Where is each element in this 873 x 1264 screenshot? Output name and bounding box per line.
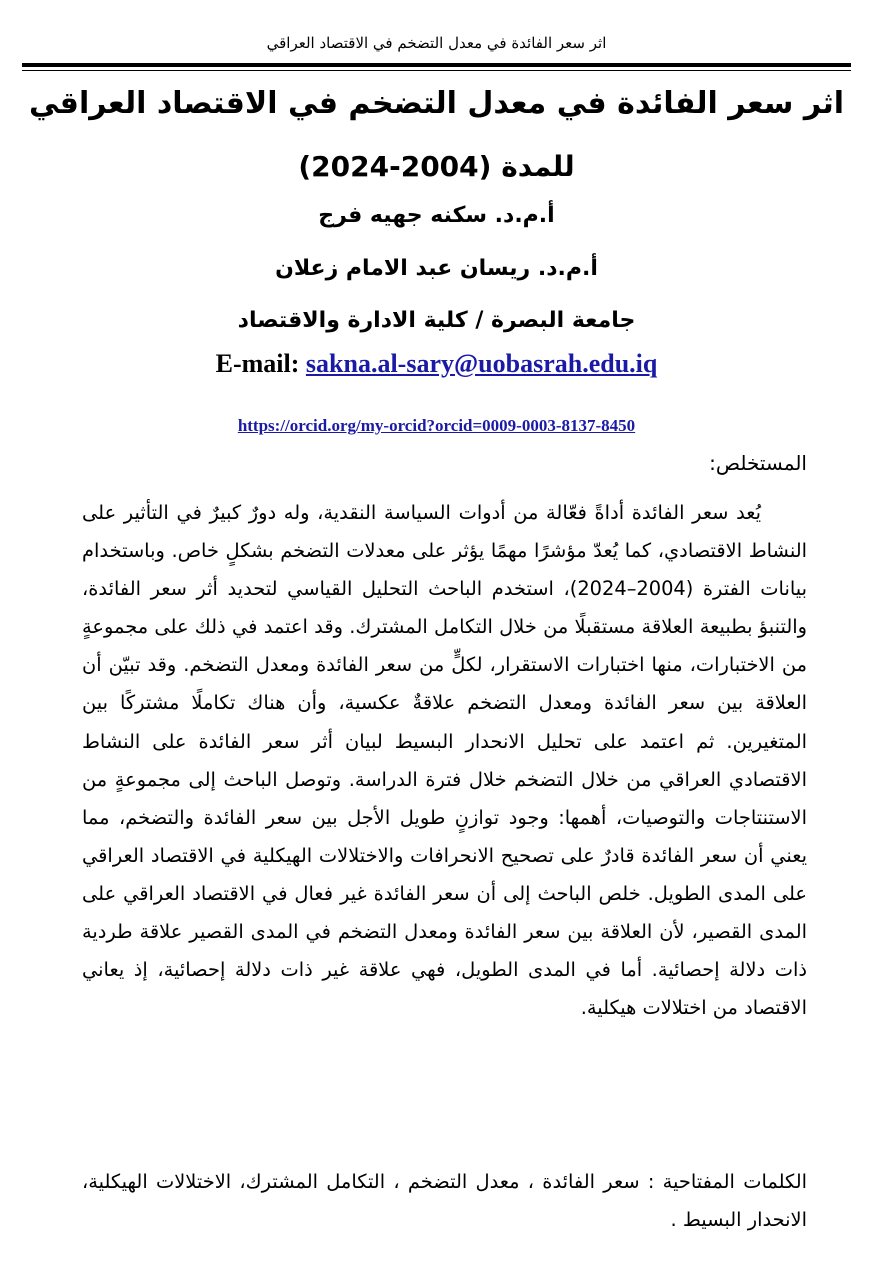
author-2: أ.م.د. ريسان عبد الامام زعلان bbox=[275, 256, 598, 281]
header-rule-thin bbox=[22, 70, 851, 71]
paper-title-line-2: للمدة (2004-2024) bbox=[298, 150, 575, 183]
email-line bbox=[22, 349, 851, 379]
email-link[interactable]: sakna.al-sary@uobasrah.edu.iq bbox=[305, 349, 658, 378]
abstract-paragraph: يُعد سعر الفائدة أداةً فعّالة من أدوات السياسة النقدية، وله دورٌ كبيرٌ في التأثير على النشاط الاقتصادي، كما يُعدّ مؤشرًا مهمًا يؤثر على معدلات التضخم بشكلٍ خاص. وباستخدام بيانات الفترة (2004–2024)، استخدم الباحث التحليل القياسي لتحديد أثر سعر الفائدة، والتنبؤ بطبيعة العلاقة مستقبلًا من خلال التكامل المشترك. وقد اعتمد في ذلك على مجموعةٍ من الاختبارات، منها اختبارات الاستقرار، لكلٍّ من سعر الفائدة ومعدل التضخم. وقد تبيّن أن العلاقة بين سعر الفائدة ومعدل التضخم علاقةٌ عكسية، وأن هناك تكاملًا مشتركًا بين المتغيرين. ثم اعتمد على تحليل الانحدار البسيط لبيان أثر سعر الفائدة على النشاط الاقتصادي العراقي من خلال التضخم خلال فترة الدراسة. وتوصل الباحث إلى مجموعةٍ من الاستنتاجات والتوصيات، أهمها: وجود توازنٍ طويل الأجل بين سعر الفائدة والتضخم، مما يعني أن سعر الفائدة قادرٌ على تصحيح الانحرافات والاختلالات الهيكلية في الاقتصاد العراقي على المدى الطويل. خلص الباحث إلى أن سعر الفائدة غير فعال في الاقتصاد العراقي على المدى القصير، لأن العلاقة بين سعر الفائدة ومعدل التضخم في المدى القصير علاقة طردية ذات دلالة إحصائية. أما في المدى الطويل، فهي علاقة غير ذات دلالة إحصائية، إذ يعاني الاقتصاد من اختلالات هيكلية. bbox=[82, 501, 807, 1020]
email-label: E-mail: bbox=[215, 349, 300, 378]
running-header: اثر سعر الفائدة في معدل التضخم في الاقتصاد العراقي bbox=[266, 34, 607, 52]
orcid-line bbox=[22, 416, 851, 436]
header-rule-thick bbox=[22, 63, 851, 67]
author-1: أ.م.د. سكنه جهيه فرج bbox=[318, 203, 555, 228]
abstract-body bbox=[82, 494, 807, 1027]
paper-title-line-1: اثر سعر الفائدة في معدل التضخم في الاقتصاد العراقي bbox=[28, 86, 845, 121]
orcid-link[interactable]: https://orcid.org/my-orcid?orcid=0009-0003-8137-8450 bbox=[237, 416, 636, 435]
affiliation: جامعة البصرة / كلية الادارة والاقتصاد bbox=[237, 308, 636, 333]
keywords: الكلمات المفتاحية : سعر الفائدة ، معدل التضخم ، التكامل المشترك، الاختلالات الهيكلية، الانحدار البسيط . bbox=[82, 1170, 807, 1231]
abstract-heading: المستخلص: bbox=[709, 451, 807, 475]
